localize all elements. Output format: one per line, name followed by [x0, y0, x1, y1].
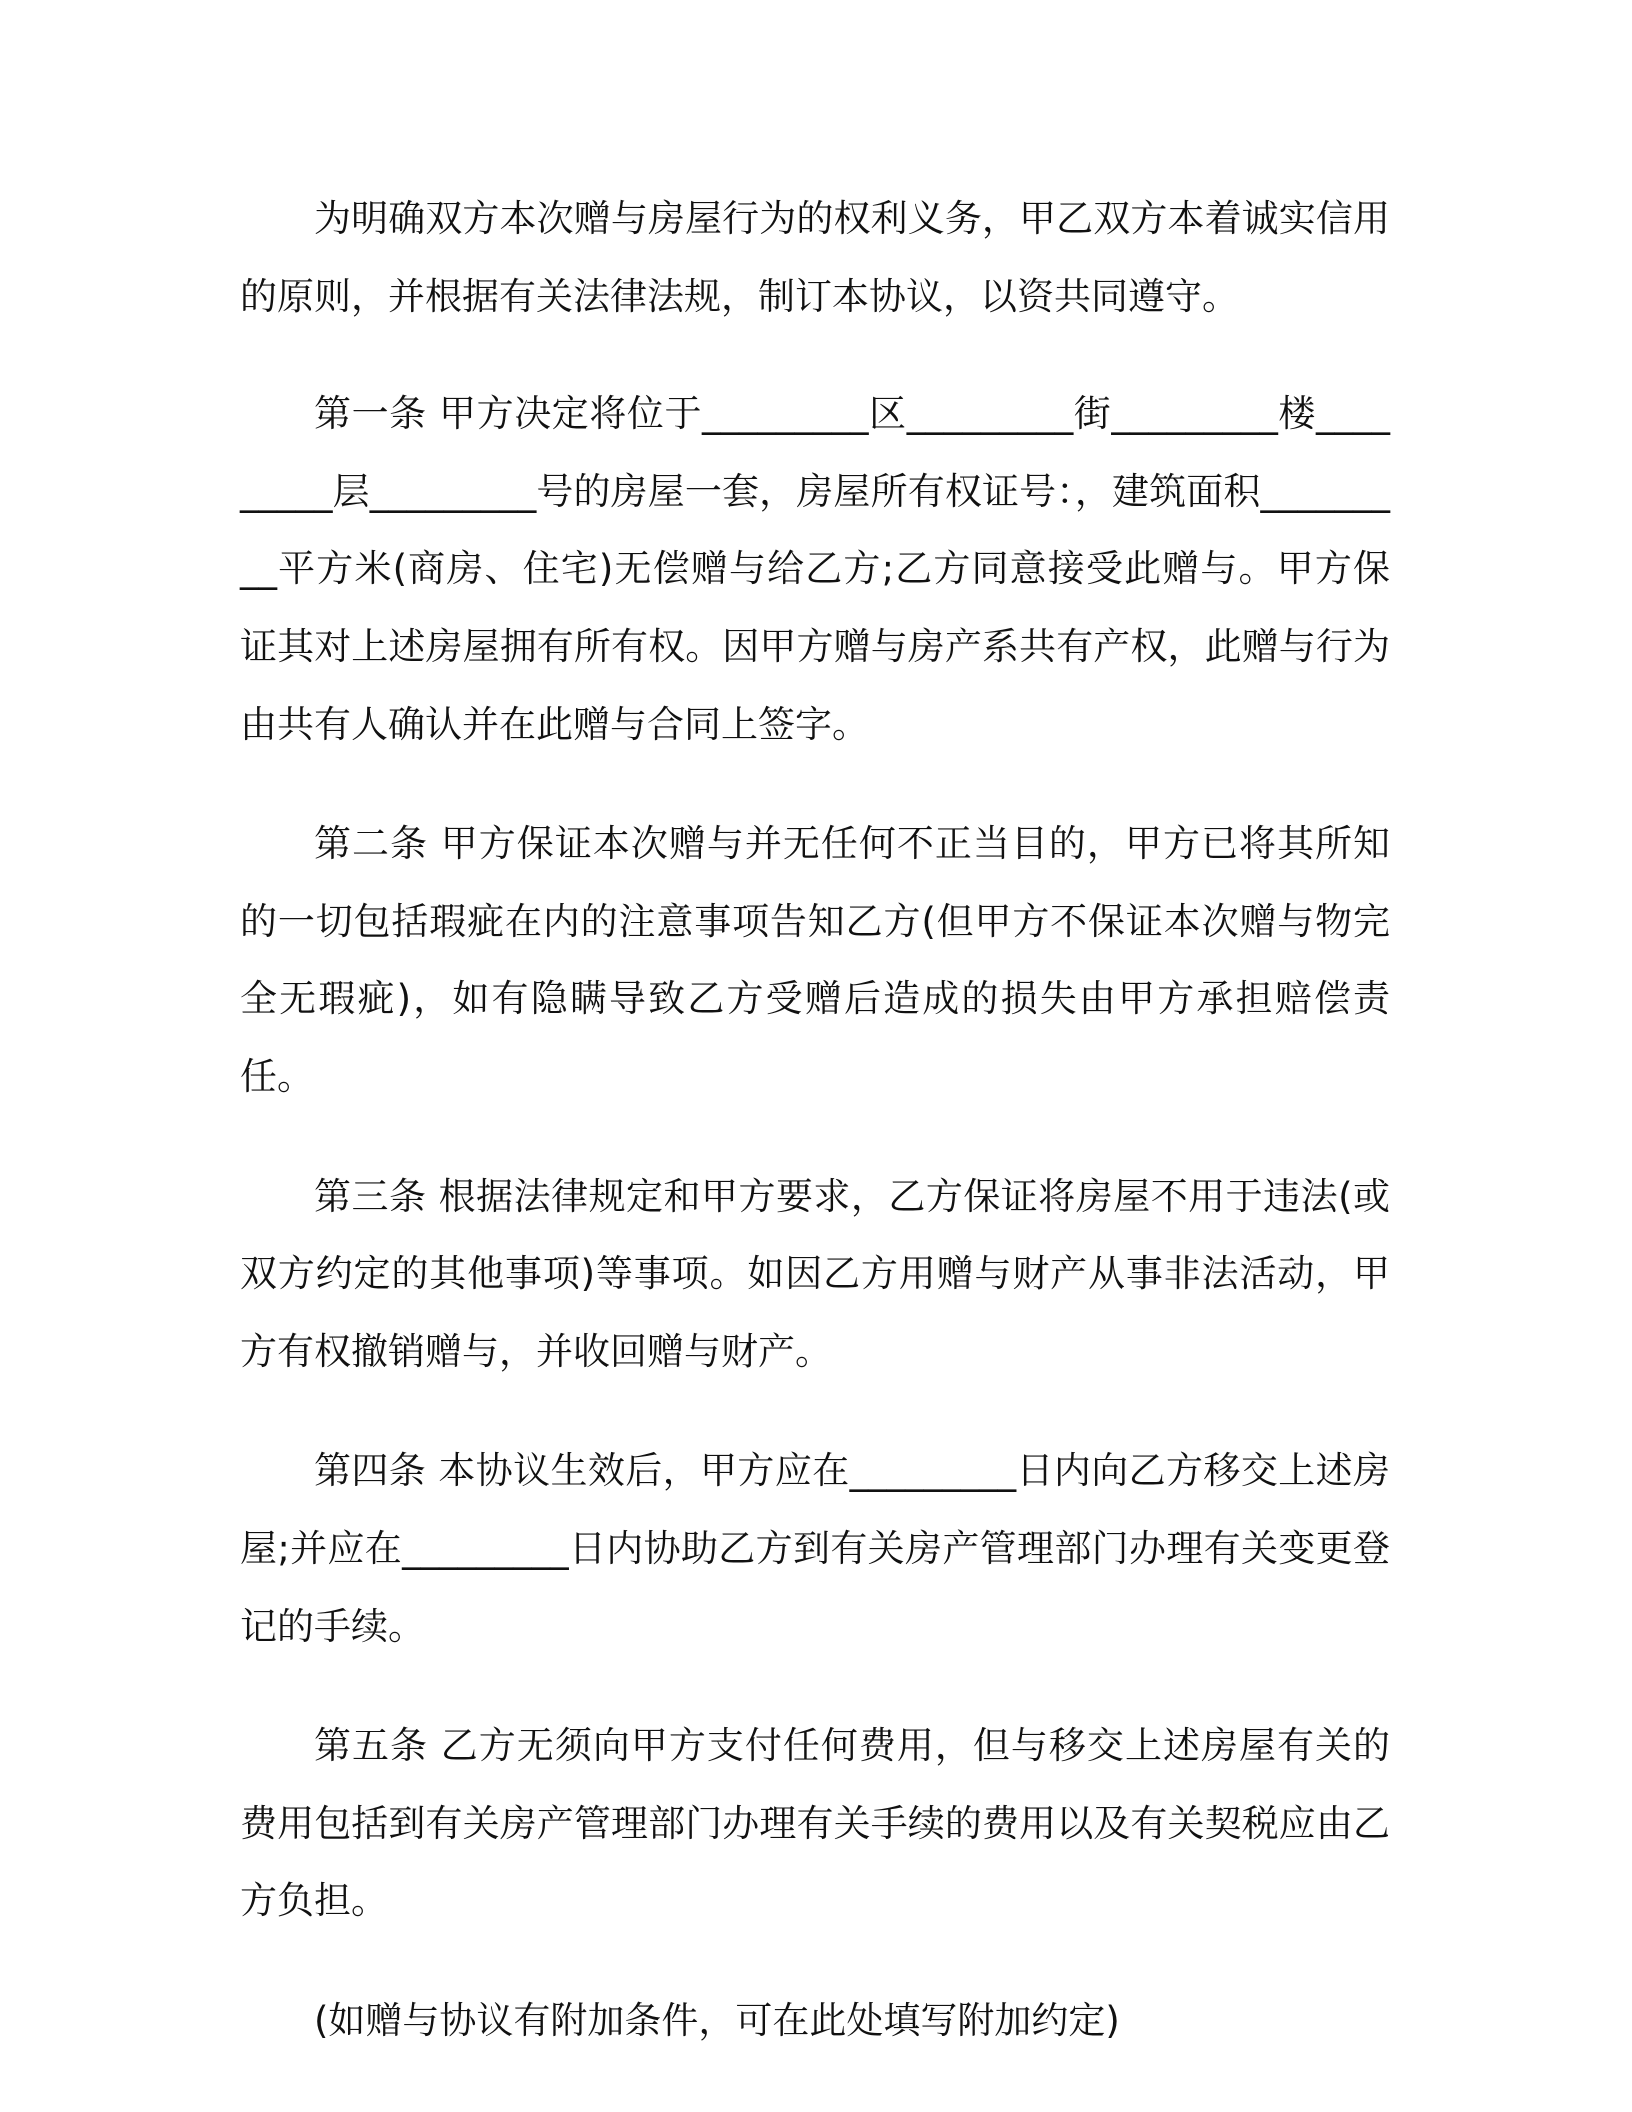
article-2-paragraph: 第二条 甲方保证本次赠与并无任何不正当目的，甲方已将其所知的一切包括瑕疵在内的注意事项告知乙方(但甲方不保证本次赠与物完全无瑕疵)，如有隐瞒导致乙方受赠后造成的损失由甲方承担赔偿责任。 — [240, 822, 1390, 1098]
article-4-paragraph: 第四条 本协议生效后，甲方应在_________日内向乙方移交上述房屋;并应在_________日内协助乙方到有关房产管理部门办理有关变更登记的手续。 — [240, 1449, 1390, 1648]
article-3-paragraph: 第三条 根据法律规定和甲方要求，乙方保证将房屋不用于违法(或双方约定的其他事项)等事项。如因乙方用赠与财产从事非法活动，甲方有权撤销赠与，并收回赠与财产。 — [240, 1174, 1390, 1373]
article-1-paragraph: 第一条 甲方决定将位于_________区_________街_________楼_________层_________号的房屋一套，房屋所有权证号：，建筑面积_________平方米(商房、住宅)无偿赠与给乙方;乙方同意接受此赠与。甲方保证其对上述房屋拥有所有权。因甲方赠与房产系共有产权，此赠与行为由共有人确认并在此赠与合同上签字。 — [240, 392, 1390, 746]
article-5-paragraph: 第五条 乙方无须向甲方支付任何费用，但与移交上述房屋有关的费用包括到有关房产管理部门办理有关手续的费用以及有关契税应由乙方负担。 — [240, 1724, 1390, 1923]
document-body — [240, 180, 1390, 2101]
intro-paragraph: 为明确双方本次赠与房屋行为的权利义务，甲乙双方本着诚实信用的原则，并根据有关法律法规，制订本协议，以资共同遵守。 — [240, 197, 1390, 318]
additional-terms-note: (如赠与协议有附加条件，可在此处填写附加约定) — [314, 1998, 1120, 2042]
